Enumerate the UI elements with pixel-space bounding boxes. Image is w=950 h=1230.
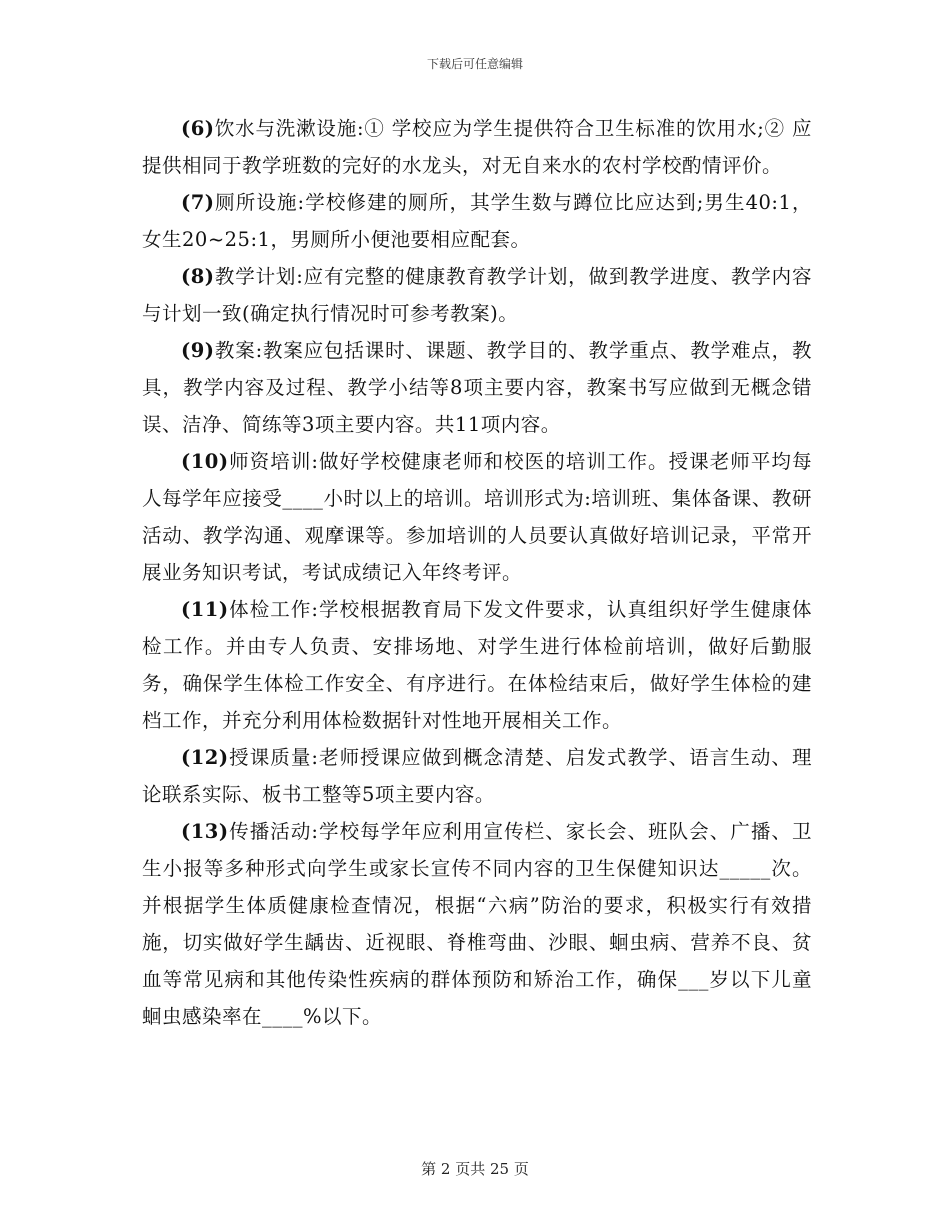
paragraph-text: 教案:教案应包括课时、课题、教学目的、教学重点、教学难点，教具，教学内容及过程、教学小结等8项主要内容，教案书写应做到无概念错误、洁净、简练等3项主要内容。共11项内容。 bbox=[142, 339, 812, 436]
paragraph-text: 传播活动:学校每学年应利用宣传栏、家长会、班队会、广播、卫生小报等多种形式向学生或家长宣传不同内容的卫生保健知识达_____次。并根据学生体质健康检查情况，根据“六病”防治的要求，积极实行有效措施，切实做好学生龋齿、近视眼、脊椎弯曲、沙眼、蛔虫病、营养不良、贫血等常见病和其他传染性疾病的群体预防和矫治工作，确保___岁以下儿童蛔虫感染率在____%以下。 bbox=[142, 820, 812, 1028]
item-number: (6) bbox=[181, 117, 215, 140]
item-number: (10) bbox=[181, 450, 229, 473]
page-header: 下载后可任意编辑 bbox=[426, 57, 523, 71]
item-number: (13) bbox=[181, 820, 229, 843]
paragraph-text: 授课质量:老师授课应做到概念清楚、启发式教学、语言生动、理论联系实际、板书工整等5项主要内容。 bbox=[142, 746, 812, 806]
paragraph-text: 厕所设施:学校修建的厕所，其学生数与蹲位比应达到;男生40:1，女生20~25:1，男厕所小便池要相应配套。 bbox=[142, 191, 812, 251]
item-number: (11) bbox=[181, 598, 229, 621]
paragraph-text: 体检工作:学校根据教育局下发文件要求，认真组织好学生健康体检工作。并由专人负责、安排场地、对学生进行体检前培训，做好后勤服务，确保学生体检工作安全、有序进行。在体检结束后，做好学生体检的建档工作，并充分利用体检数据针对性地开展相关工作。 bbox=[142, 598, 812, 732]
paragraph-7 bbox=[142, 184, 812, 258]
paragraph-text: 教学计划:应有完整的健康教育教学计划，做到教学进度、教学内容与计划一致(确定执行情况时可参考教案)。 bbox=[142, 265, 812, 325]
paragraph-11 bbox=[142, 591, 812, 739]
document-body bbox=[142, 110, 812, 1035]
item-number: (9) bbox=[181, 339, 215, 362]
item-number: (8) bbox=[181, 265, 215, 288]
paragraph-text: 饮水与洗漱设施:① 学校应为学生提供符合卫生标准的饮用水;② 应提供相同于教学班数的完好的水龙头，对无自来水的农村学校酌情评价。 bbox=[142, 117, 812, 177]
paragraph-6 bbox=[142, 110, 812, 184]
paragraph-12 bbox=[142, 739, 812, 813]
paragraph-9 bbox=[142, 332, 812, 443]
page-footer: 第 2 页共 25 页 bbox=[421, 1160, 529, 1178]
paragraph-10 bbox=[142, 443, 812, 591]
paragraph-13 bbox=[142, 813, 812, 1035]
paragraph-8 bbox=[142, 258, 812, 332]
paragraph-text: 师资培训:做好学校健康老师和校医的培训工作。授课老师平均每人每学年应接受____小时以上的培训。培训形式为:培训班、集体备课、教研活动、教学沟通、观摩课等。参加培训的人员要认真做好培训记录，平常开展业务知识考试，考试成绩记入年终考评。 bbox=[142, 450, 812, 584]
item-number: (7) bbox=[181, 191, 215, 214]
item-number: (12) bbox=[181, 746, 229, 769]
